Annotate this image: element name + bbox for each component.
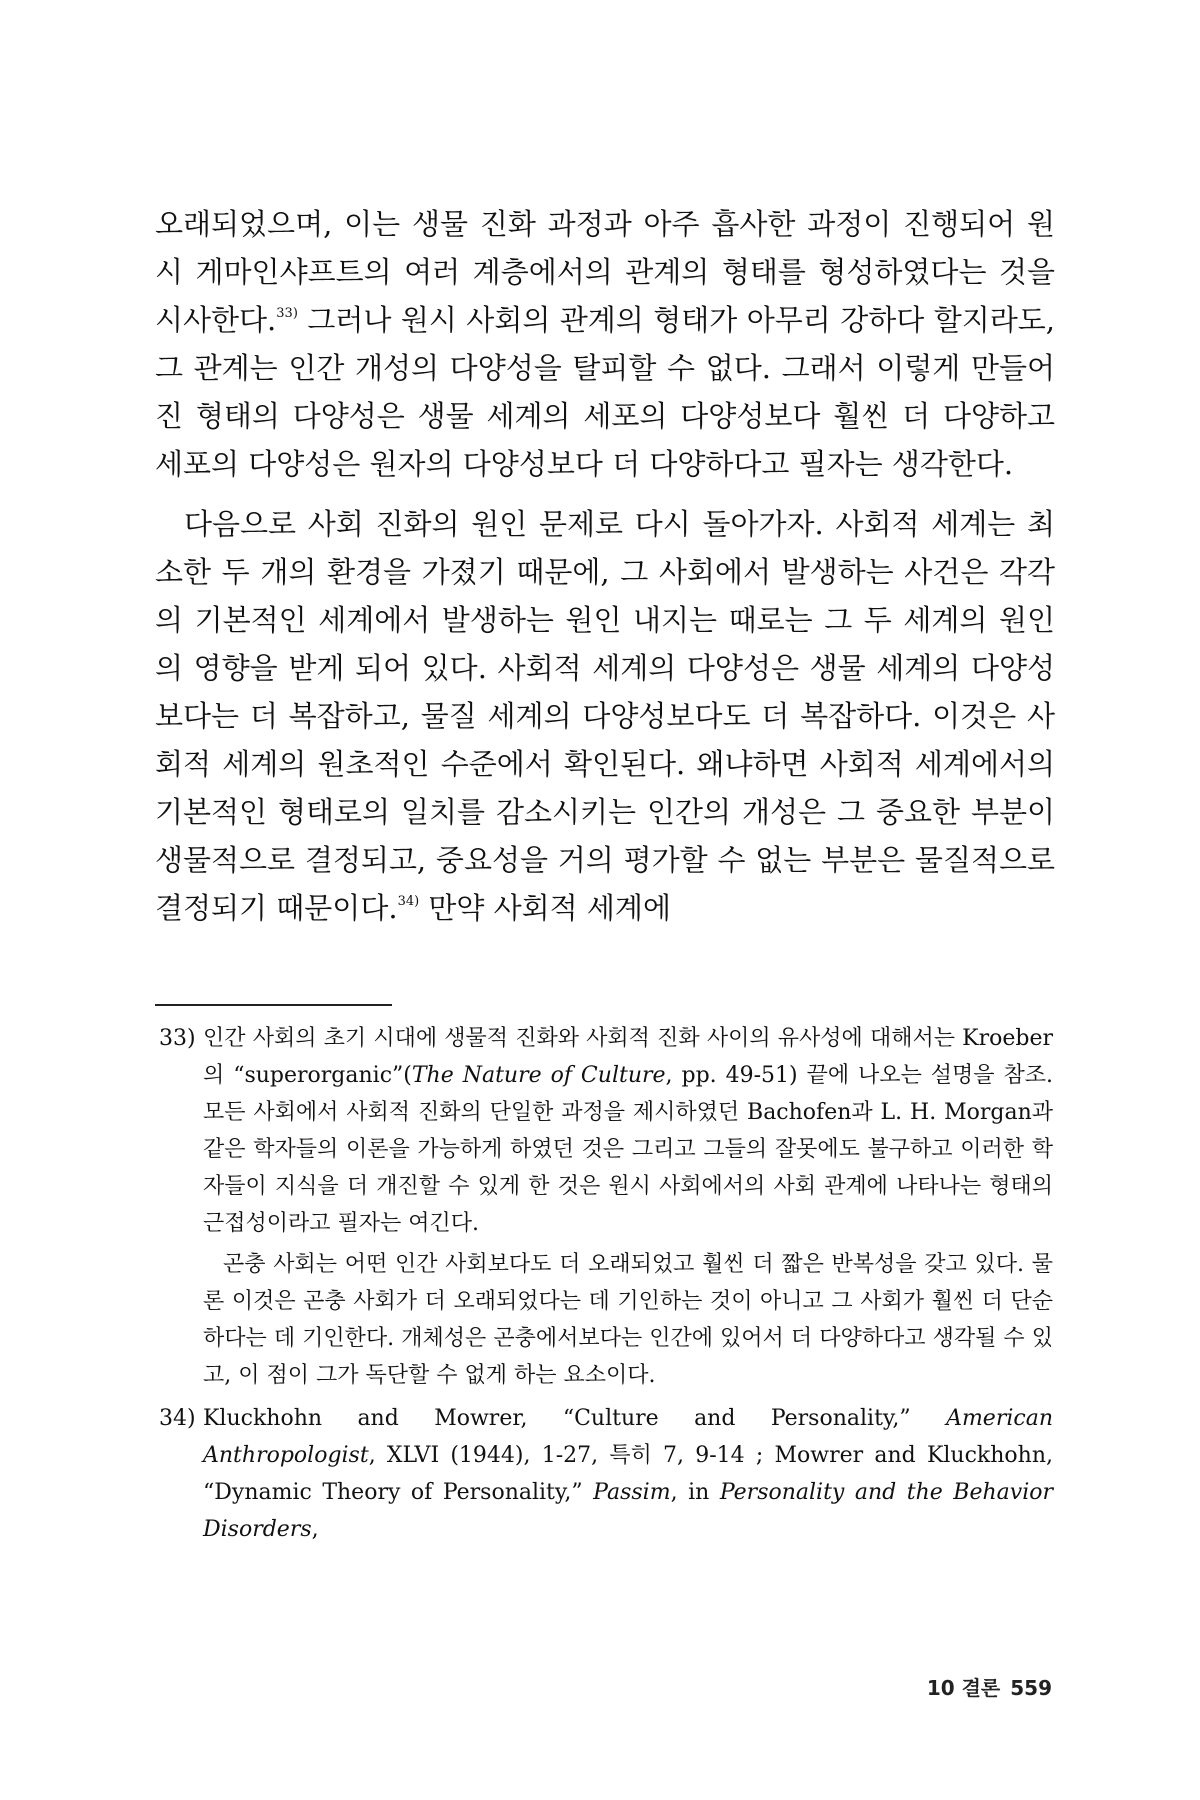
body-text <box>155 200 1055 932</box>
footnote-33-text-b: , pp. 49-51) 끝에 나오는 설명을 참조. 모든 사회에서 사회적 진화의 단일한 과정을 제시하였던 Bachofen과 L. H. Morgan과 같은 학자들의 이론을 가능하게 하였던 것은 그리고 그들의 잘못에도 불구하고 이러한 학자들이 지식을 더 개진할 수 있게 한 것은 원시 사회에서의 사회 관계에 나타나는 형태의 근접성이라고 필자는 여긴다. <box>203 1063 1054 1236</box>
footnote-33-number: 33) <box>159 1026 196 1051</box>
footnote-34-number: 34) <box>159 1406 196 1431</box>
page-footer <box>917 1672 1052 1701</box>
footnote-34-passim: Passim <box>593 1480 671 1505</box>
footnote-34-text-d: , <box>311 1517 319 1542</box>
footnote-ref-33[interactable]: 33) <box>276 306 298 321</box>
footnote-34 <box>159 1400 1054 1548</box>
body-paragraph-1 <box>155 200 1055 488</box>
footnote-33-paragraph-2: 곤충 사회는 어떤 인간 사회보다도 더 오래되었고 훨씬 더 짧은 반복성을 갖고 있다. 물론 이것은 곤충 사회가 더 오래되었다는 데 기인하는 것이 아니고 그 사회가 훨씬 더 단순하다는 데 기인한다. 개체성은 곤충에서보다는 인간에 있어서 더 다양하다고 생각될 수 있고, 이 점이 그가 독단할 수 없게 하는 요소이다. <box>203 1252 1053 1388</box>
body-paragraph-2 <box>155 500 1055 932</box>
footnote-33-book-title: The Nature of Culture <box>411 1063 666 1088</box>
paragraph-1-text-a: 오래되었으며, 이는 생물 진화 과정과 아주 흡사한 과정이 진행되어 원시 게마인샤프트의 여러 계층에서의 관계의 형태를 형성하였다는 것을 시사한다. <box>155 207 1055 337</box>
page-number: 559 <box>1010 1676 1052 1700</box>
footnote-ref-34[interactable]: 34) <box>397 894 420 909</box>
running-footer-chapter: 10 결론 <box>926 1676 1001 1700</box>
footnote-34-journal-title: American Anthropologist <box>203 1406 1053 1468</box>
footnote-33 <box>159 1020 1054 1242</box>
footnote-divider <box>155 1004 392 1006</box>
footnote-34-text-c: , in <box>670 1480 720 1505</box>
paragraph-1-text-b: 그러나 원시 사회의 관계의 형태가 아무리 강하다 할지라도, 그 관계는 인간 개성의 다양성을 탈피할 수 없다. 그래서 이렇게 만들어진 형태의 다양성은 생물 세계의 세포의 다양성보다 훨씬 더 다양하고 세포의 다양성은 원자의 다양성보다 더 다양하다고 필자는 생각한다. <box>155 303 1055 481</box>
footnote-33-text-a: 인간 사회의 초기 시대에 생물적 진화와 사회적 진화 사이의 유사성에 대해서는 Kroeber의 “superorganic”( <box>203 1026 1053 1088</box>
footnote-34-book-title: Personality and the Behavior Disorders <box>203 1480 1054 1542</box>
footnote-34-text-b: , XLVI (1944), 1-27, 특히 7, 9-14 ; Mowrer and Kluckhohn, “Dynamic Theory of Personality,” <box>203 1443 1053 1505</box>
footnotes <box>159 1020 1054 1548</box>
paragraph-2-text-a: 다음으로 사회 진화의 원인 문제로 다시 돌아가자. 사회적 세계는 최소한 두 개의 환경을 가졌기 때문에, 그 사회에서 발생하는 사건은 각각의 기본적인 세계에서 발생하는 원인 내지는 때로는 그 두 세계의 원인의 영향을 받게 되어 있다. 사회적 세계의 다양성은 생물 세계의 다양성보다는 더 복잡하고, 물질 세계의 다양성보다도 더 복잡하다. 이것은 사회적 세계의 원초적인 수준에서 확인된다. 왜냐하면 사회적 세계에서의 기본적인 형태로의 일치를 감소시키는 인간의 개성은 그 중요한 부분이 생물적으로 결정되고, 중요성을 거의 평가할 수 없는 부분은 물질적으로 결정되기 때문이다. <box>155 507 1055 925</box>
footnote-34-text-a: Kluckhohn and Mowrer, “Culture and Personality,” <box>203 1406 947 1431</box>
paragraph-2-text-b: 만약 사회적 세계에 <box>419 891 671 925</box>
